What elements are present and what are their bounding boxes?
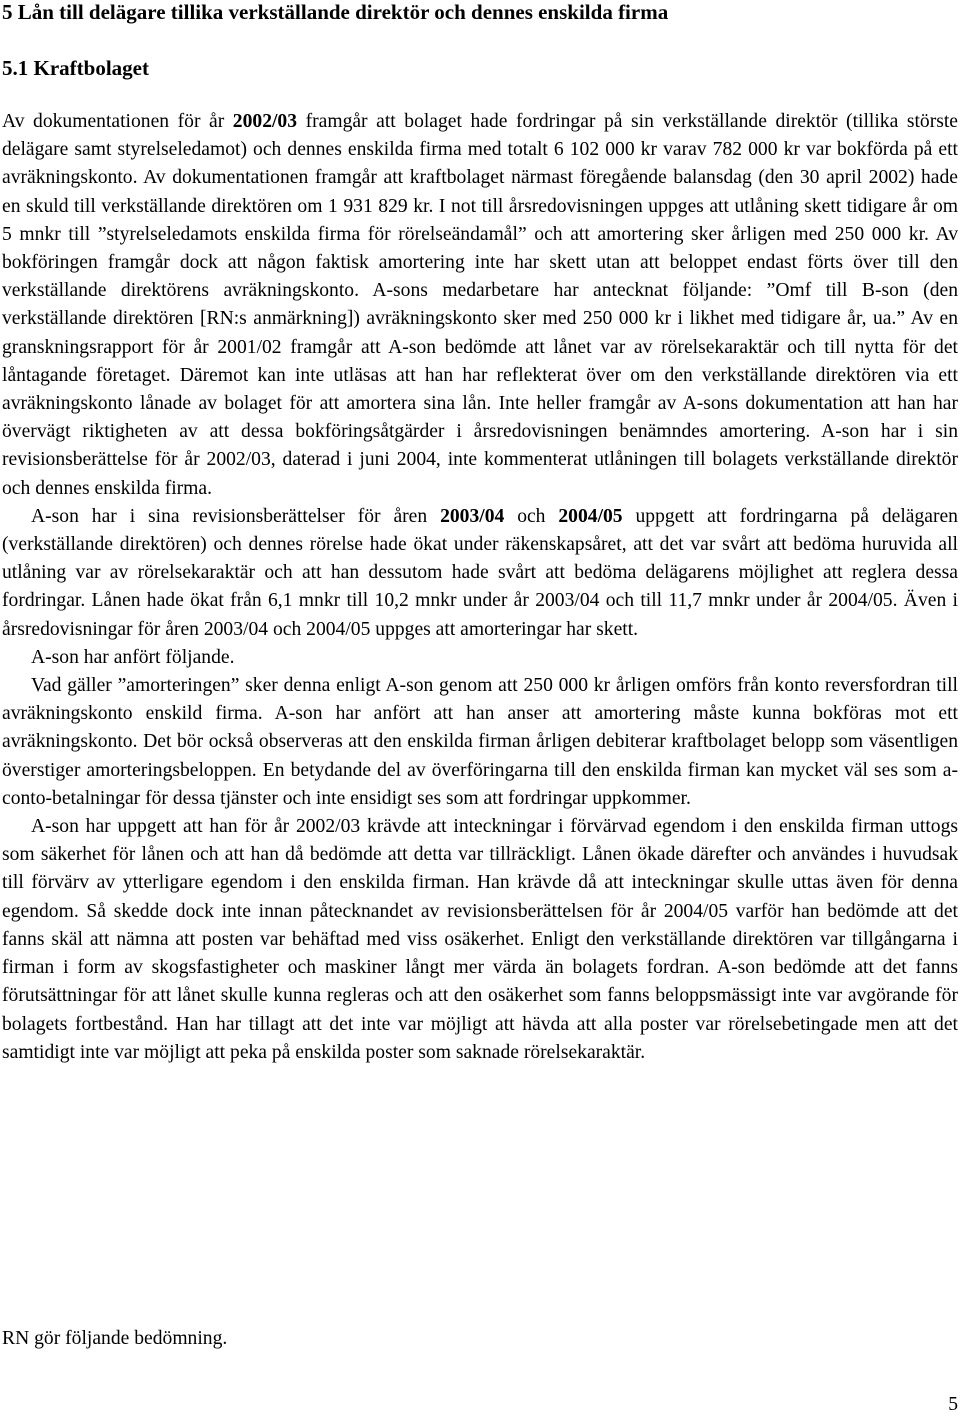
paragraph-5 — [2, 813, 958, 1067]
fiscal-year-emphasis: 2002/03 — [232, 111, 298, 132]
paragraph-2-text: och — [504, 505, 559, 527]
paragraph-4-text: Vad gäller ”amorteringen” sker denna enligt A-son genom att 250 000 kr årligen omförs från konto reversfordran till avräkningskonto enskild firma. A-son har anfört att han anser att amortering måste kunna bokföras mot ett avräkningskonto. Det bör också observeras att den enskilda firman årligen debiterar kraftbolaget belopp som väsentligen överstiger amorteringsbeloppen. En betydande del av överföringarna till den enskilda firman kan mycket väl ses som a-conto-betalningar för dessa tjänster och inte ensidigt ses som att fordringar uppkommer. — [2, 675, 958, 809]
subsection-heading: 5.1 Kraftbolaget — [2, 56, 149, 80]
paragraph-5-text: A-son har uppgett att han för år 2002/03 krävde att inteckningar i förvärvad egendom i den enskilda firman uttogs som säkerhet för lånen och att han då bedömde att detta var tillräckligt. Lånen ökade därefter och användes i huvudsak till förvärv av ytterligare egendom i den enskilda firman. Han krävde då att inteckningar skulle uttas även för denna egendom. Så skedde dock inte innan påtecknandet av revisionsberättelsen för år 2004/05 varför han bedömde att det fanns skäl att nämna att posten var behäftad med viss osäkerhet. Enligt den verkställande direktören var tillgångarna i firman i form av skogsfastigheter och maskiner långt mer värda än bolagets fordran. A-son bedömde att det fanns förutsättningar för att lånet skulle kunna regleras och att den osäkerhet som fanns beloppsmässigt inte var avgörande för bolagets fortbestånd. Han har tillagt att det inte var möjligt att hävda att alla poster var rörelsebetingade men att det samtidigt inte var möjligt att peka på enskilda poster som saknade rörelsekaraktär. — [2, 816, 958, 1063]
paragraph-2 — [2, 503, 958, 644]
fiscal-year-emphasis: 2003/04 — [440, 505, 505, 527]
paragraph-3-text: A-son har anfört följande. — [31, 646, 235, 668]
closing-line: RN gör följande bedömning. — [2, 1328, 228, 1349]
section-heading: 5 Lån till delägare tillika verkställande direktör och dennes enskilda firma — [2, 0, 669, 24]
fiscal-year-emphasis: 2004/05 — [558, 505, 623, 527]
paragraph-1 — [2, 108, 958, 503]
paragraph-2-text: A-son har i sina revisionsberättelser för åren — [31, 505, 441, 527]
page-number: 5 — [948, 1394, 958, 1415]
body-text — [2, 108, 958, 1067]
paragraph-3 — [2, 644, 958, 672]
paragraph-2-text: uppgett att fordringarna på delägaren (verkställande direktören) och dennes rörelse hade ökat under räkenskapsåret, att det var svårt att bedöma huruvida all utlåning var av rörelsekaraktär och att han dessutom hade svårt att bedöma delägarens möjlighet att reglera dessa fordringar. Lånen hade ökat från 6,1 mnkr till 10,2 mnkr under år 2003/04 och till 11,7 mnkr under år 2004/05. Även i årsredovisningar för åren 2003/04 och 2004/05 uppges att amorteringar har skett. — [2, 505, 958, 640]
paragraph-1-text: Av dokumentationen för år — [2, 111, 233, 132]
paragraph-1-text: framgår att bolaget hade fordringar på sin verkställande direktör (tillika störste delägare samt styrelseledamot) och dennes enskilda firma med totalt 6 102 000 kr varav 782 000 kr var bokförda på ett avräkningskonto. Av dokumentationen framgår att kraftbolaget närmast föregående balansdag (den 30 april 2002) hade en skuld till verkställande direktören om 1 931 829 kr. I not till årsredovisningen uppges att utlåning skett tidigare år om 5 mnkr till ”styrelseledamots enskilda firma för rörelseändamål” och att amortering sker årligen med 250 000 kr. Av bokföringen framgår dock att någon faktisk amortering inte har skett utan att beloppet endast förts över till den verkställande direktörens avräkningskonto. A-sons medarbetare har antecknat följande: ”Omf till B-son (den verkställande direktören [RN:s anmärkning]) avräkningskonto sker med 250 000 kr i likhet med tidigare år, ua.” Av en granskningsrapport för år 2001/02 framgår att A-son bedömde att lånet var av rörelsekaraktär och till nytta för det låntagande företaget. Däremot kan inte utläsas att han har reflekterat över om den verkställande direktören via ett avräkningskonto lånade av bolaget för att amortera sina lån. Inte heller framgår av A-sons dokumentation att han har övervägt riktigheten av att dessa bokföringsåtgärder i årsredovisningen benämndes amortering. A-son har i sin revisionsberättelse för år 2002/03, daterad i juni 2004, inte kommenterat utlåningen till bolagets verkställande direktör och dennes enskilda firma. — [2, 111, 958, 499]
paragraph-4 — [2, 672, 958, 813]
